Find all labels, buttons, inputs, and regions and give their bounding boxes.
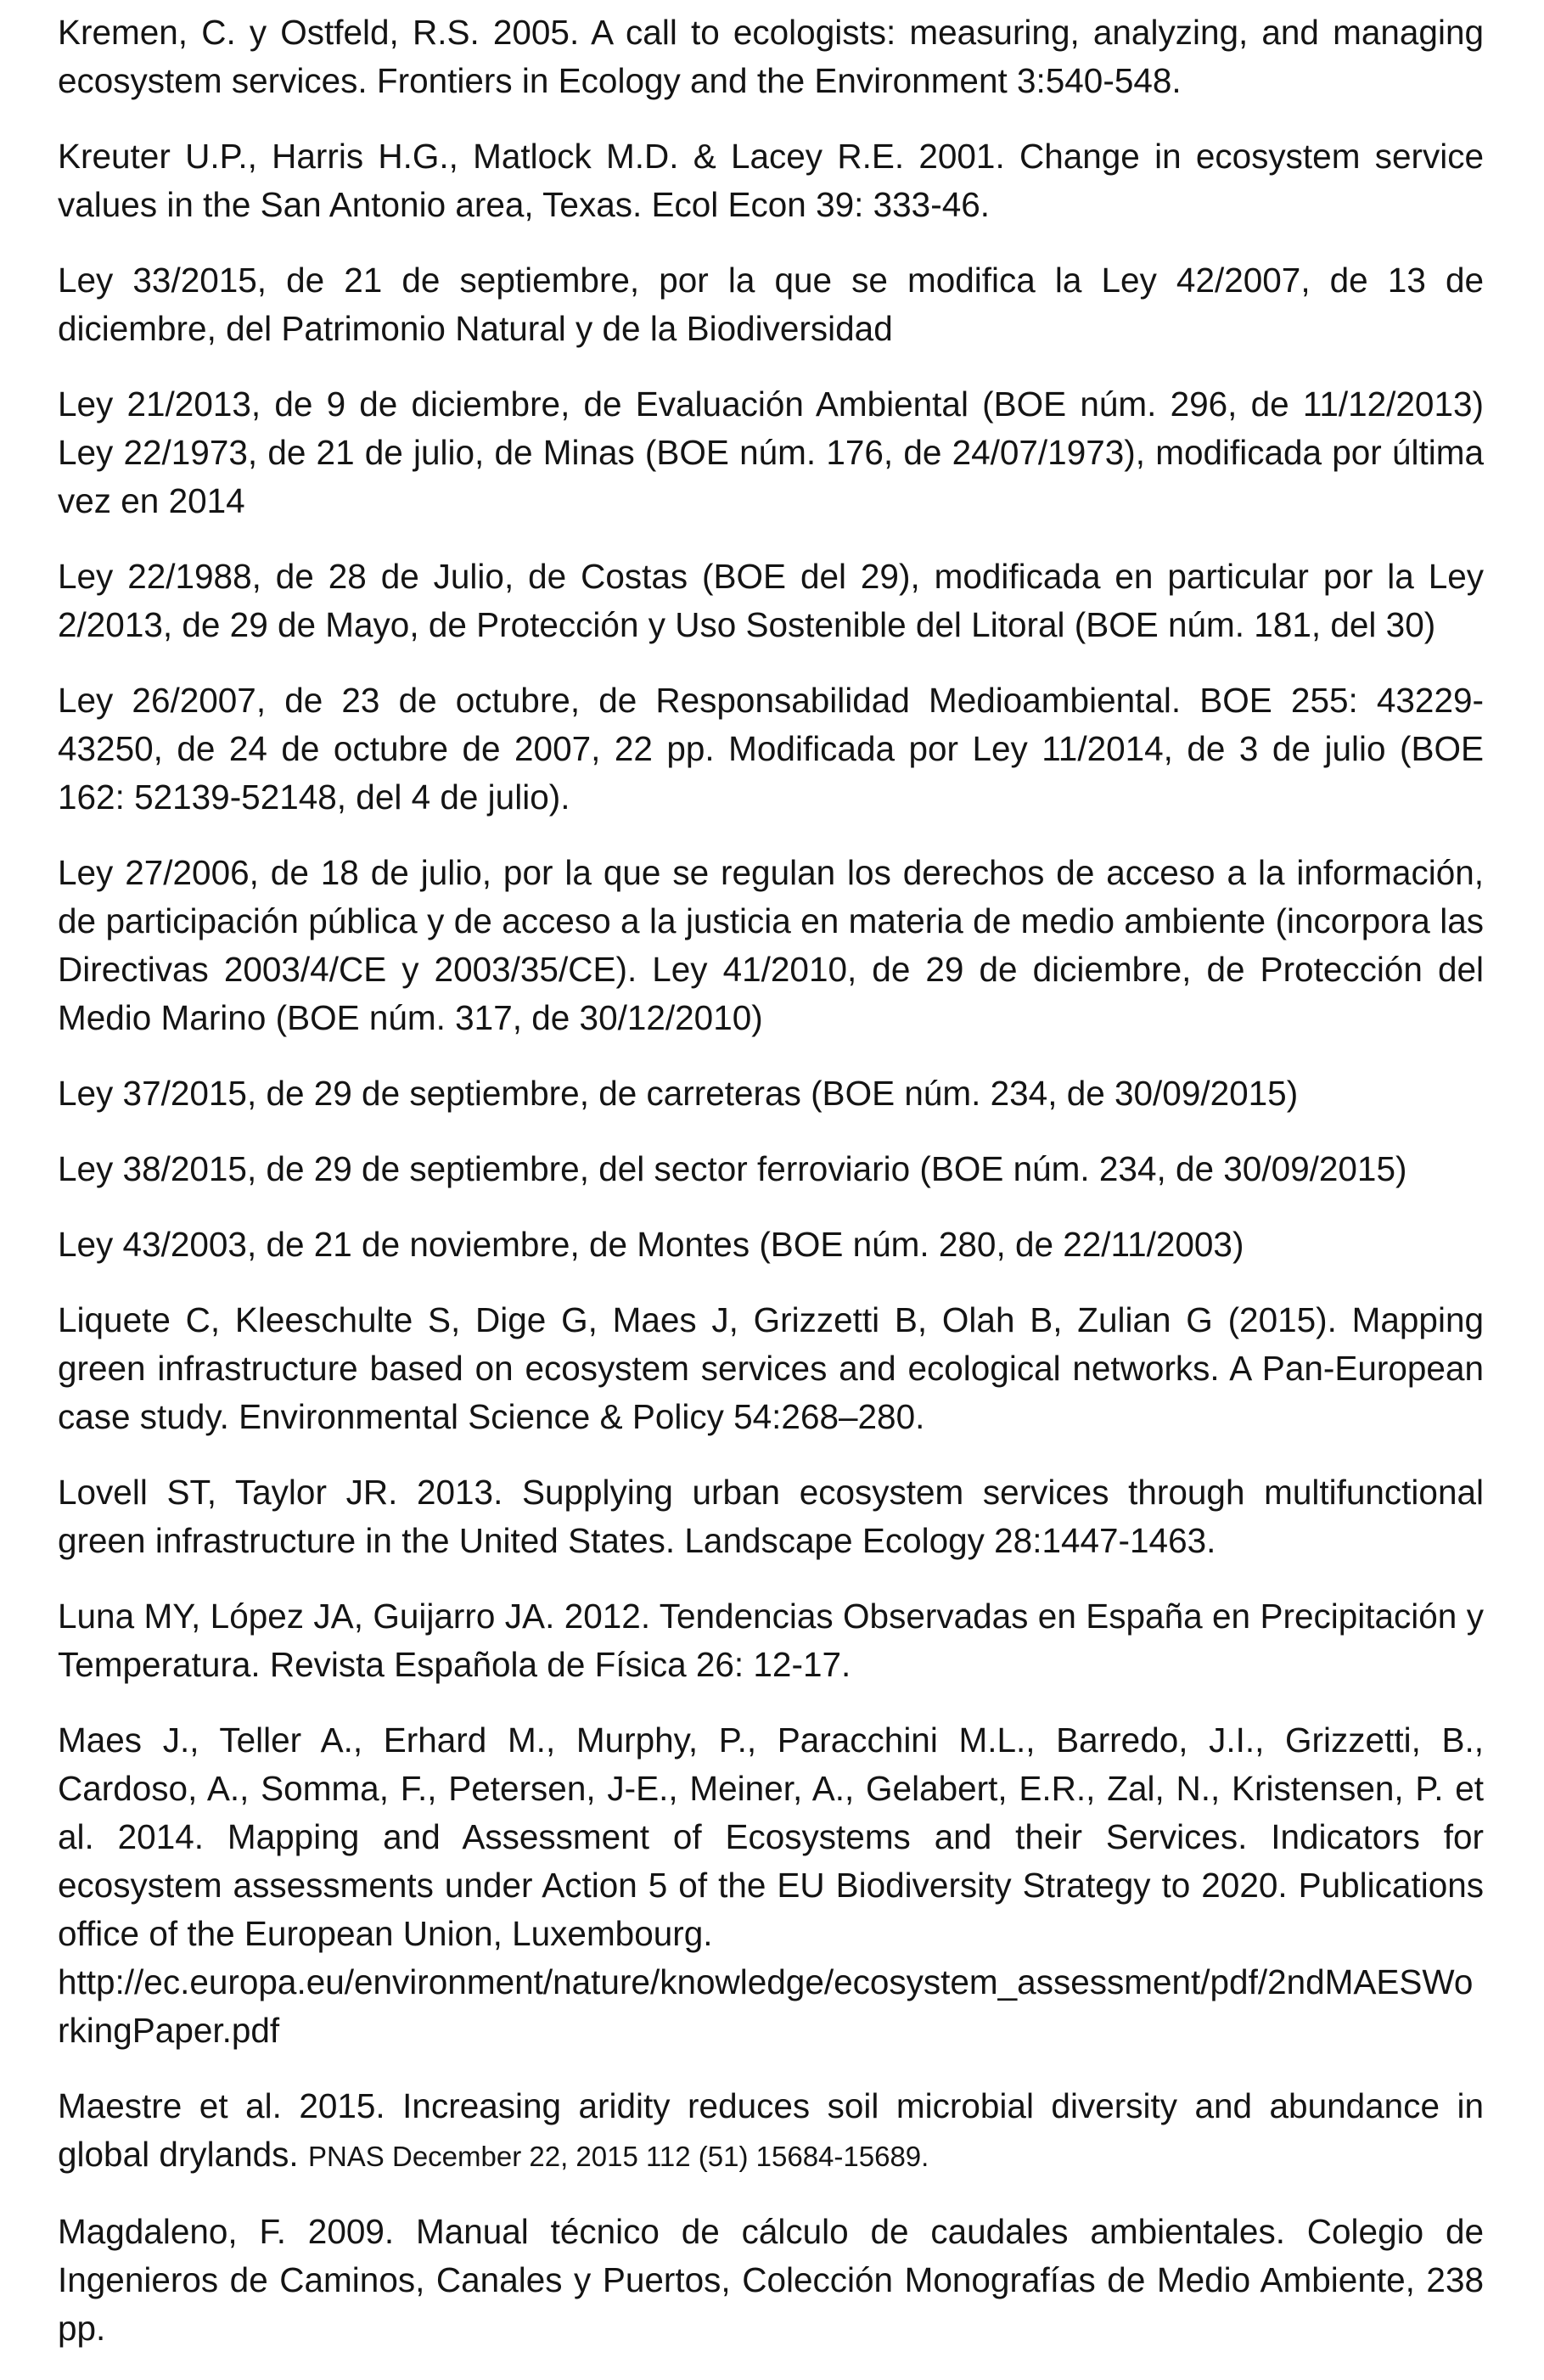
reference-text: Liquete C, Kleeschulte S, Dige G, Maes J, Grizzetti B, Olah B, Zulian G (2015). Mapping green infrastructure based on ecosystem services and ecological networks. A Pan-European case study. Environmental Science & Policy 54:268–280. xyxy=(58,1300,1484,1436)
reference-text: Ley 26/2007, de 23 de octubre, de Responsabilidad Medioambiental. BOE 255: 43229-43250, de 24 de octubre de 2007, 22 pp. Modificada por Ley 11/2014, de 3 de julio (BOE 162: 52139-52148, del 4 de julio). xyxy=(58,681,1484,817)
reference-entry xyxy=(58,553,1484,649)
reference-text: Magdaleno, F. 2009. Manual técnico de cálculo de caudales ambientales. Colegio de Ingenieros de Caminos, Canales y Puertos, Colección Monografías de Medio Ambiente, 238 pp. xyxy=(58,2212,1484,2348)
reference-text: Kreuter U.P., Harris H.G., Matlock M.D. & Lacey R.E. 2001. Change in ecosystem service values in the San Antonio area, Texas. Ecol Econ 39: 333-46. xyxy=(58,137,1484,224)
reference-entry xyxy=(58,380,1484,525)
reference-entry xyxy=(58,1716,1484,2055)
reference-entry xyxy=(58,1468,1484,1565)
reference-text: Luna MY, López JA, Guijarro JA. 2012. Tendencias Observadas en España en Precipitación y Temperatura. Revista Española de Física 26: 12-17. xyxy=(58,1597,1484,1684)
reference-entry xyxy=(58,676,1484,822)
reference-list xyxy=(58,8,1484,2380)
reference-entry xyxy=(58,1145,1484,1193)
reference-text: Lovell ST, Taylor JR. 2013. Supplying urban ecosystem services through multifunctional green infrastructure in the United States. Landscape Ecology 28:1447-1463. xyxy=(58,1473,1484,1560)
reference-entry xyxy=(58,2082,1484,2181)
reference-entry xyxy=(58,2208,1484,2353)
reference-entry xyxy=(58,1221,1484,1269)
reference-journal-citation: PNAS December 22, 2015 112 (51) 15684-15689. xyxy=(307,2141,929,2172)
reference-entry xyxy=(58,1069,1484,1118)
reference-text: Maestre et al. 2015. Increasing aridity reduces soil microbial diversity and abundance in global drylands. xyxy=(58,2086,1484,2174)
reference-text: Ley 38/2015, de 29 de septiembre, del sector ferroviario (BOE núm. 234, de 30/09/2015) xyxy=(58,1149,1407,1188)
reference-entry xyxy=(58,849,1484,1042)
reference-entry xyxy=(58,1592,1484,1689)
reference-entry xyxy=(58,8,1484,105)
reference-entry xyxy=(58,132,1484,229)
reference-text: Kremen, C. y Ostfeld, R.S. 2005. A call to ecologists: measuring, analyzing, and managing ecosystem services. Frontiers in Ecology and the Environment 3:540-548. xyxy=(58,13,1484,100)
reference-text: Ley 27/2006, de 18 de julio, por la que se regulan los derechos de acceso a la información, de participación pública y de acceso a la justicia en materia de medio ambiente (incorpora las Directivas 2003/4/CE y 2003/35/CE). Ley 41/2010, de 29 de diciembre, de Protección del Medio Marino (BOE núm. 317, de 30/12/2010) xyxy=(58,853,1484,1037)
reference-text: Ley 21/2013, de 9 de diciembre, de Evaluación Ambiental (BOE núm. 296, de 11/12/2013) Ley 22/1973, de 21 de julio, de Minas (BOE núm. 176, de 24/07/1973), modificada por última vez en 2014 xyxy=(58,385,1484,520)
reference-entry xyxy=(58,256,1484,353)
reference-url-link[interactable]: http://ec.europa.eu/environment/nature/knowledge/ecosystem_assessment/pdf/2ndMAESWorkingPaper.pdf xyxy=(58,1962,1474,2050)
reference-entry xyxy=(58,1296,1484,1441)
reference-text: Ley 22/1988, de 28 de Julio, de Costas (BOE del 29), modificada en particular por la Ley 2/2013, de 29 de Mayo, de Protección y Uso Sostenible del Litoral (BOE núm. 181, del 30) xyxy=(58,557,1484,644)
reference-text: Maes J., Teller A., Erhard M., Murphy, P., Paracchini M.L., Barredo, J.I., Grizzetti, B., Cardoso, A., Somma, F., Petersen, J-E., Meiner, A., Gelabert, E.R., Zal, N., Kristensen, P. et al. 2014. Mapping and Assessment of Ecosystems and their Services. Indicators for ecosystem assessments under Action 5 of the EU Biodiversity Strategy to 2020. Publications office of the European Union, Luxembourg. xyxy=(58,1720,1484,1953)
reference-text: Ley 37/2015, de 29 de septiembre, de carreteras (BOE núm. 234, de 30/09/2015) xyxy=(58,1074,1299,1113)
reference-text: Ley 43/2003, de 21 de noviembre, de Montes (BOE núm. 280, de 22/11/2003) xyxy=(58,1225,1244,1264)
reference-text: Ley 33/2015, de 21 de septiembre, por la que se modifica la Ley 42/2007, de 13 de diciembre, del Patrimonio Natural y de la Biodiversidad xyxy=(58,261,1484,348)
